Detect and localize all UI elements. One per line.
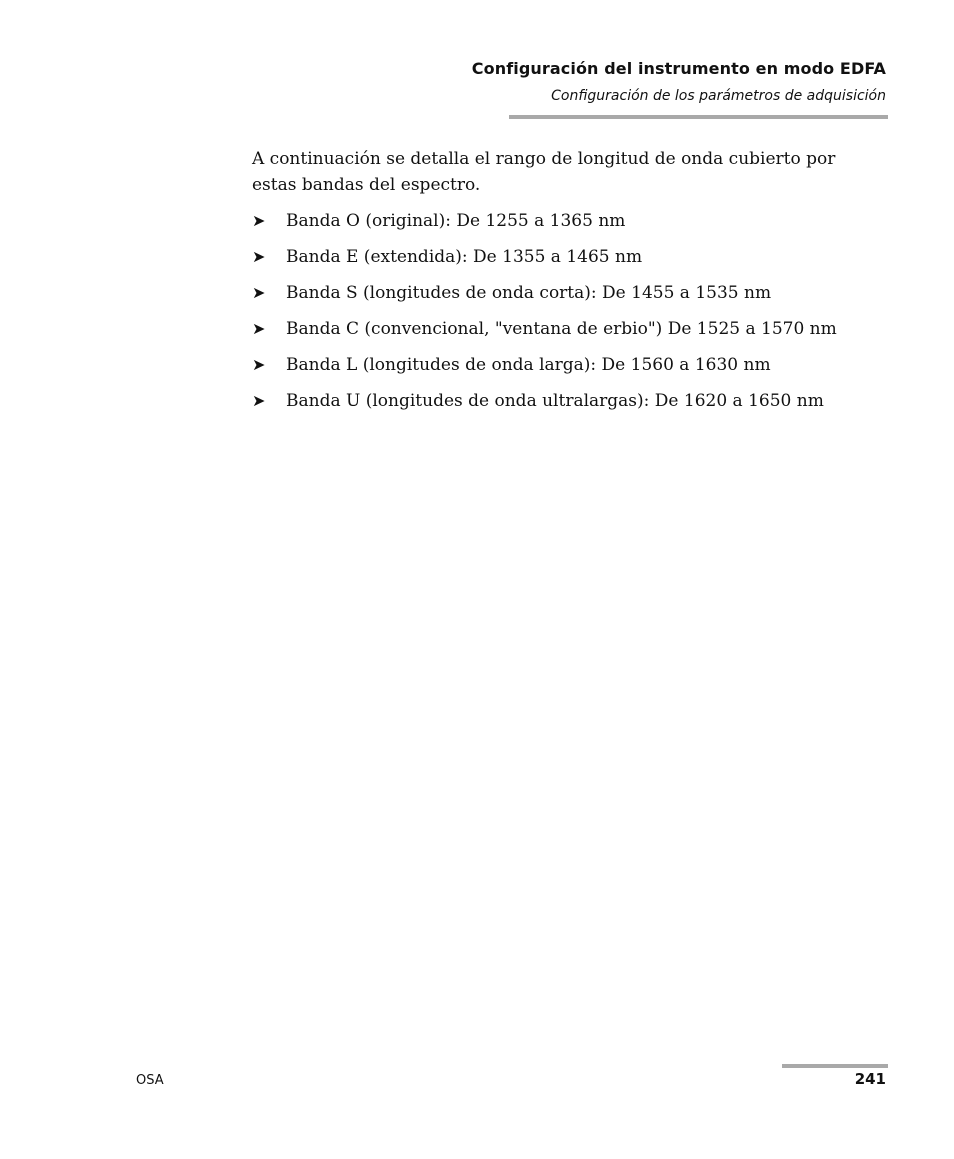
list-item [252,280,892,316]
arrow-bullet-icon: ➤ [252,319,266,338]
list-item-text: Banda S (longitudes de onda corta): De 1455 a 1535 nm [286,283,772,303]
arrow-bullet-icon: ➤ [252,247,266,266]
page-number: 241 [854,1070,886,1088]
arrow-bullet-icon: ➤ [252,391,266,410]
list-item-text: Banda L (longitudes de onda larga): De 1560 a 1630 nm [286,355,771,375]
list-item [252,208,892,244]
list-item-text: Banda O (original): De 1255 a 1365 nm [286,211,626,231]
arrow-bullet-icon: ➤ [252,355,266,374]
list-item [252,352,892,388]
list-item [252,316,892,352]
list-item-text: Banda C (convencional, "ventana de erbio") De 1525 a 1570 nm [286,319,837,339]
arrow-bullet-icon: ➤ [252,211,266,230]
list-item [252,244,892,280]
list-item-text: Banda E (extendida): De 1355 a 1465 nm [286,247,643,267]
footer-divider [782,1064,888,1068]
header-divider [509,115,888,119]
footer-product: OSA [136,1073,164,1088]
arrow-bullet-icon: ➤ [252,283,266,302]
list-item-text: Banda U (longitudes de onda ultralargas): De 1620 a 1650 nm [286,391,824,411]
section-subtitle: Configuración de los parámetros de adquisición [551,88,886,104]
chapter-title: Configuración del instrumento en modo EDFA [471,59,886,78]
intro-paragraph: A continuación se detalla el rango de longitud de onda cubierto por estas bandas del espectro. [252,149,836,195]
page-header [472,58,886,106]
list-item [252,388,892,424]
band-list [252,208,892,424]
page-content [252,146,892,424]
